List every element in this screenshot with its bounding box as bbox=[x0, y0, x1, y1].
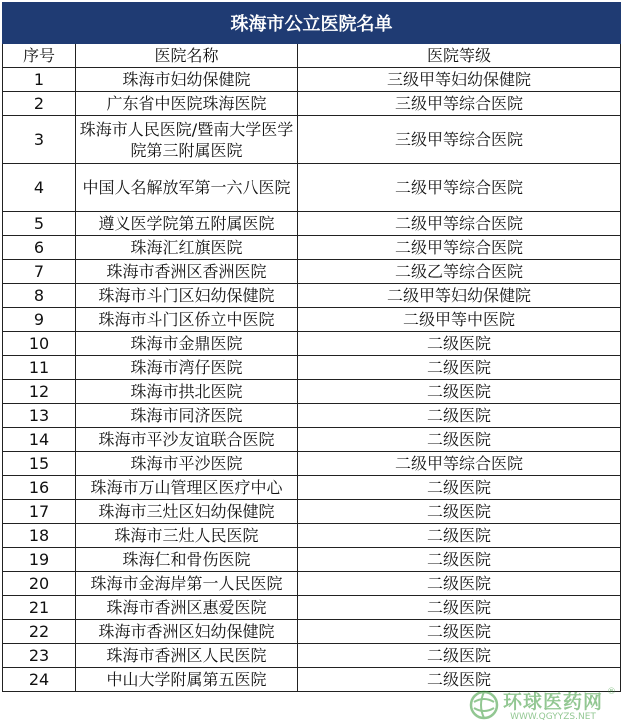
hospital-level: 二级医院 bbox=[298, 620, 621, 644]
hospital-name: 珠海市三灶区妇幼保健院 bbox=[76, 500, 298, 524]
hospital-level: 二级医院 bbox=[298, 596, 621, 620]
hospital-name: 广东省中医院珠海医院 bbox=[76, 92, 298, 116]
hospital-name: 珠海市妇幼保健院 bbox=[76, 68, 298, 92]
table-body bbox=[3, 68, 621, 692]
hospital-level: 二级医院 bbox=[298, 476, 621, 500]
hospital-level: 三级甲等综合医院 bbox=[298, 92, 621, 116]
row-number: 14 bbox=[3, 428, 76, 452]
table-row bbox=[3, 68, 621, 92]
row-number: 2 bbox=[3, 92, 76, 116]
hospital-name: 珠海汇红旗医院 bbox=[76, 236, 298, 260]
table-row bbox=[3, 620, 621, 644]
watermark bbox=[469, 687, 616, 722]
hospital-level: 二级甲等综合医院 bbox=[298, 452, 621, 476]
hospital-name: 珠海市香洲区妇幼保健院 bbox=[76, 620, 298, 644]
hospital-level: 二级医院 bbox=[298, 644, 621, 668]
table-row bbox=[3, 212, 621, 236]
hospital-level: 三级甲等综合医院 bbox=[298, 116, 621, 164]
table-row bbox=[3, 260, 621, 284]
hospital-level: 二级医院 bbox=[298, 524, 621, 548]
table-title: 珠海市公立医院名单 bbox=[3, 3, 621, 44]
row-number: 15 bbox=[3, 452, 76, 476]
hospital-level: 二级医院 bbox=[298, 668, 621, 692]
row-number: 3 bbox=[3, 116, 76, 164]
row-number: 8 bbox=[3, 284, 76, 308]
row-number: 4 bbox=[3, 164, 76, 212]
hospital-name: 珠海市平沙友谊联合医院 bbox=[76, 428, 298, 452]
hospital-name: 珠海市三灶人民医院 bbox=[76, 524, 298, 548]
hospital-name: 中山大学附属第五医院 bbox=[76, 668, 298, 692]
table-row bbox=[3, 548, 621, 572]
hospital-name: 珠海市拱北医院 bbox=[76, 380, 298, 404]
row-number: 5 bbox=[3, 212, 76, 236]
table-row bbox=[3, 500, 621, 524]
header-row bbox=[3, 44, 621, 68]
table-row bbox=[3, 284, 621, 308]
hospital-level: 二级甲等妇幼保健院 bbox=[298, 284, 621, 308]
hospital-name: 遵义医学院第五附属医院 bbox=[76, 212, 298, 236]
row-number: 6 bbox=[3, 236, 76, 260]
hospital-name: 珠海仁和骨伤医院 bbox=[76, 548, 298, 572]
hospital-level: 三级甲等妇幼保健院 bbox=[298, 68, 621, 92]
table-row bbox=[3, 524, 621, 548]
row-number: 17 bbox=[3, 500, 76, 524]
hospital-name: 珠海市斗门区妇幼保健院 bbox=[76, 284, 298, 308]
hospital-name: 珠海市香洲区惠爱医院 bbox=[76, 596, 298, 620]
watermark-name: 环球医药网 bbox=[502, 691, 603, 713]
globe-logo-icon bbox=[469, 690, 499, 720]
header-no: 序号 bbox=[3, 44, 76, 68]
hospital-level: 二级甲等综合医院 bbox=[298, 212, 621, 236]
hospital-name: 珠海市金鼎医院 bbox=[76, 332, 298, 356]
hospital-name: 珠海市香洲区人民医院 bbox=[76, 644, 298, 668]
hospital-name: 珠海市斗门区侨立中医院 bbox=[76, 308, 298, 332]
table-row bbox=[3, 164, 621, 212]
registered-mark: ® bbox=[607, 687, 616, 697]
row-number: 20 bbox=[3, 572, 76, 596]
hospital-table bbox=[2, 2, 621, 692]
hospital-level: 二级医院 bbox=[298, 428, 621, 452]
watermark-url: WWW.QGYYZS.NET bbox=[510, 712, 596, 722]
row-number: 7 bbox=[3, 260, 76, 284]
hospital-list-sheet bbox=[2, 2, 620, 692]
row-number: 23 bbox=[3, 644, 76, 668]
table-row bbox=[3, 476, 621, 500]
row-number: 16 bbox=[3, 476, 76, 500]
hospital-level: 二级医院 bbox=[298, 332, 621, 356]
table-row bbox=[3, 668, 621, 692]
hospital-name: 珠海市人民医院/暨南大学医学院第三附属医院 bbox=[76, 116, 298, 164]
hospital-level: 二级医院 bbox=[298, 356, 621, 380]
header-name: 医院名称 bbox=[76, 44, 298, 68]
table-row bbox=[3, 644, 621, 668]
hospital-level: 二级医院 bbox=[298, 500, 621, 524]
row-number: 1 bbox=[3, 68, 76, 92]
table-row bbox=[3, 428, 621, 452]
hospital-level: 二级甲等综合医院 bbox=[298, 164, 621, 212]
row-number: 10 bbox=[3, 332, 76, 356]
hospital-level: 二级甲等综合医院 bbox=[298, 236, 621, 260]
row-number: 12 bbox=[3, 380, 76, 404]
hospital-level: 二级医院 bbox=[298, 548, 621, 572]
row-number: 19 bbox=[3, 548, 76, 572]
hospital-name: 珠海市平沙医院 bbox=[76, 452, 298, 476]
table-row bbox=[3, 452, 621, 476]
row-number: 24 bbox=[3, 668, 76, 692]
table-row bbox=[3, 596, 621, 620]
hospital-level: 二级医院 bbox=[298, 380, 621, 404]
hospital-level: 二级医院 bbox=[298, 572, 621, 596]
row-number: 11 bbox=[3, 356, 76, 380]
hospital-level: 二级甲等中医院 bbox=[298, 308, 621, 332]
table-row bbox=[3, 332, 621, 356]
hospital-name: 珠海市万山管理区医疗中心 bbox=[76, 476, 298, 500]
hospital-name: 珠海市同济医院 bbox=[76, 404, 298, 428]
table-row bbox=[3, 236, 621, 260]
table-row bbox=[3, 356, 621, 380]
table-row bbox=[3, 116, 621, 164]
hospital-name: 珠海市湾仔医院 bbox=[76, 356, 298, 380]
hospital-level: 二级乙等综合医院 bbox=[298, 260, 621, 284]
row-number: 13 bbox=[3, 404, 76, 428]
hospital-name: 中国人名解放军第一六八医院 bbox=[76, 164, 298, 212]
row-number: 18 bbox=[3, 524, 76, 548]
table-row bbox=[3, 404, 621, 428]
hospital-name: 珠海市金海岸第一人民医院 bbox=[76, 572, 298, 596]
hospital-level: 二级医院 bbox=[298, 404, 621, 428]
table-row bbox=[3, 380, 621, 404]
table-row bbox=[3, 308, 621, 332]
header-level: 医院等级 bbox=[298, 44, 621, 68]
row-number: 22 bbox=[3, 620, 76, 644]
row-number: 9 bbox=[3, 308, 76, 332]
table-row bbox=[3, 92, 621, 116]
table-row bbox=[3, 572, 621, 596]
row-number: 21 bbox=[3, 596, 76, 620]
hospital-name: 珠海市香洲区香洲医院 bbox=[76, 260, 298, 284]
